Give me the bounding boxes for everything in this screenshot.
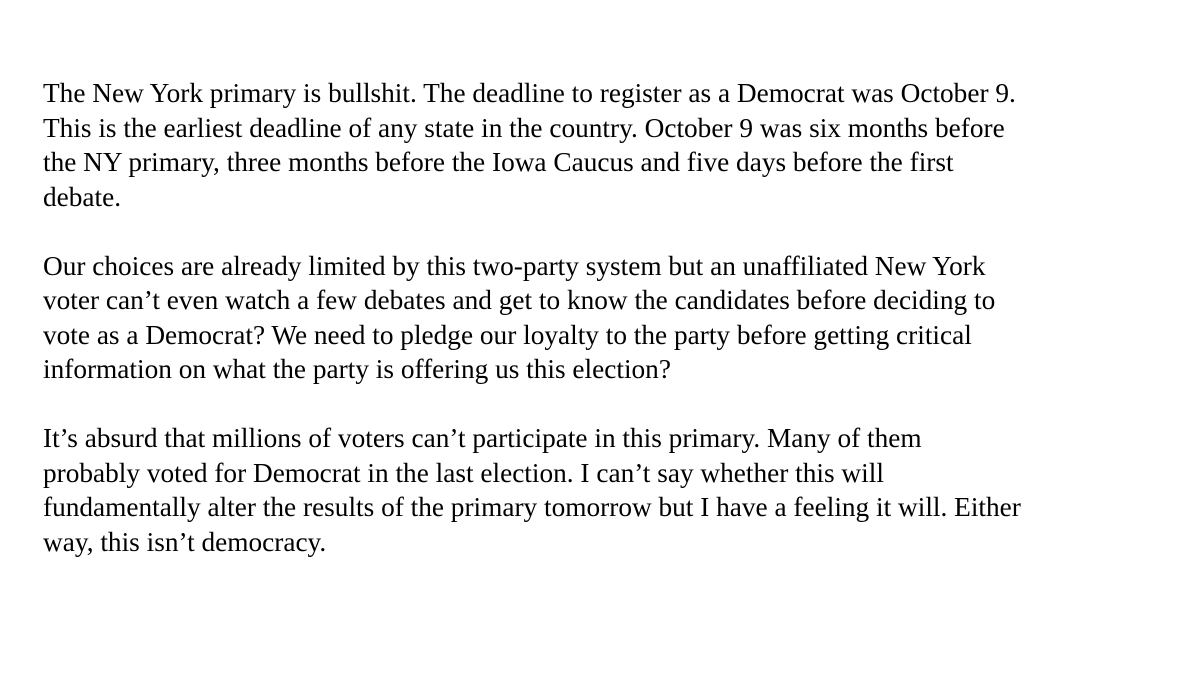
paragraph-line: way, this isn’t democracy. — [43, 526, 327, 557]
paragraph-line: The New York primary is bullshit. The deadline to register as a Democrat was October 9. — [43, 78, 1016, 108]
paragraph-line: fundamentally alter the results of the primary tomorrow but I have a feeling it will. Either — [43, 492, 1021, 522]
paragraph-line: It’s absurd that millions of voters can’t participate in this primary. Many of them — [43, 423, 922, 453]
paragraph-deadline — [43, 76, 1153, 214]
paragraph-line: Our choices are already limited by this two-party system but an unaffiliated New York — [43, 250, 986, 281]
document-body — [43, 76, 1153, 594]
paragraph-line: information on what the party is offering us this election? — [43, 354, 671, 384]
paragraph-line: This is the earliest deadline of any state in the country. October 9 was six months before — [43, 112, 1005, 143]
paragraph-choices — [43, 249, 1153, 387]
paragraph-democracy — [43, 421, 1153, 559]
paragraph-line: voter can’t even watch a few debates and get to know the candidates before deciding to — [43, 285, 996, 315]
paragraph-line: the NY primary, three months before the Iowa Caucus and five days before the first — [43, 147, 954, 177]
paragraph-line: debate. — [43, 181, 122, 212]
paragraph-line: probably voted for Democrat in the last election. I can’t say whether this will — [43, 457, 884, 488]
paragraph-line: vote as a Democrat? We need to pledge our loyalty to the party before getting critical — [43, 319, 972, 350]
